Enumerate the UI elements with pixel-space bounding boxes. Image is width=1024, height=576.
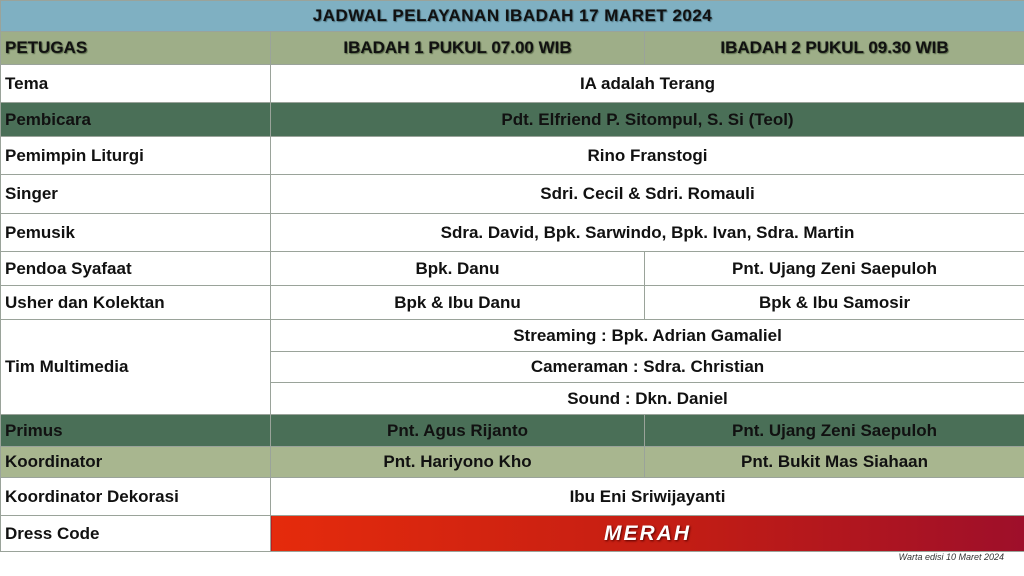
- header-petugas: PETUGAS: [1, 32, 271, 65]
- dress-code-value: MERAH: [271, 516, 1024, 552]
- row-value: IA adalah Terang: [271, 65, 1024, 103]
- row-value-ibadah-1: Pnt. Agus Rijanto: [271, 415, 645, 447]
- table-title: JADWAL PELAYANAN IBADAH 17 MARET 2024: [1, 1, 1024, 32]
- row-label: Pemimpin Liturgi: [1, 137, 271, 175]
- row-label: Dress Code: [1, 516, 271, 552]
- row-singer: [1, 175, 1024, 214]
- row-multimedia-streaming: [1, 320, 1024, 352]
- row-label: Tim Multimedia: [1, 320, 271, 415]
- row-value-ibadah-1: Bpk. Danu: [271, 252, 645, 286]
- header-ibadah-1: IBADAH 1 PUKUL 07.00 WIB: [271, 32, 645, 65]
- row-label: Primus: [1, 415, 271, 447]
- row-value-ibadah-1: Bpk & Ibu Danu: [271, 286, 645, 320]
- row-value-ibadah-2: Pnt. Ujang Zeni Saepuloh: [645, 415, 1024, 447]
- row-usher: [1, 286, 1024, 320]
- row-value: Sdra. David, Bpk. Sarwindo, Bpk. Ivan, Sdra. Martin: [271, 214, 1024, 252]
- row-value: Sdri. Cecil & Sdri. Romauli: [271, 175, 1024, 214]
- row-value-ibadah-1: Pnt. Hariyono Kho: [271, 447, 645, 478]
- row-label: Pendoa Syafaat: [1, 252, 271, 286]
- title-row: [1, 1, 1024, 32]
- row-label: Pemusik: [1, 214, 271, 252]
- row-tema: [1, 65, 1024, 103]
- row-primus: [1, 415, 1024, 447]
- row-label: Tema: [1, 65, 271, 103]
- header-ibadah-2: IBADAH 2 PUKUL 09.30 WIB: [645, 32, 1024, 65]
- row-label: Koordinator: [1, 447, 271, 478]
- row-label: Usher dan Kolektan: [1, 286, 271, 320]
- row-koordinator-dekorasi: [1, 478, 1024, 516]
- multimedia-sound: Sound : Dkn. Daniel: [271, 383, 1024, 415]
- multimedia-cameraman: Cameraman : Sdra. Christian: [271, 352, 1024, 383]
- row-koordinator: [1, 447, 1024, 478]
- row-label: Pembicara: [1, 103, 271, 137]
- row-pemusik: [1, 214, 1024, 252]
- header-row: [1, 32, 1024, 65]
- row-label: Koordinator Dekorasi: [1, 478, 271, 516]
- footnote-edition: Warta edisi 10 Maret 2024: [898, 552, 1004, 562]
- row-value: Ibu Eni Sriwijayanti: [271, 478, 1024, 516]
- row-value-ibadah-2: Bpk & Ibu Samosir: [645, 286, 1024, 320]
- row-label: Singer: [1, 175, 271, 214]
- row-dress-code: [1, 516, 1024, 552]
- row-value-ibadah-2: Pnt. Bukit Mas Siahaan: [645, 447, 1024, 478]
- multimedia-streaming: Streaming : Bpk. Adrian Gamaliel: [271, 320, 1024, 352]
- row-value: Rino Franstogi: [271, 137, 1024, 175]
- row-pembicara: [1, 103, 1024, 137]
- row-value: Pdt. Elfriend P. Sitompul, S. Si (Teol): [271, 103, 1024, 137]
- row-pendoa-syafaat: [1, 252, 1024, 286]
- row-pemimpin-liturgi: [1, 137, 1024, 175]
- row-value-ibadah-2: Pnt. Ujang Zeni Saepuloh: [645, 252, 1024, 286]
